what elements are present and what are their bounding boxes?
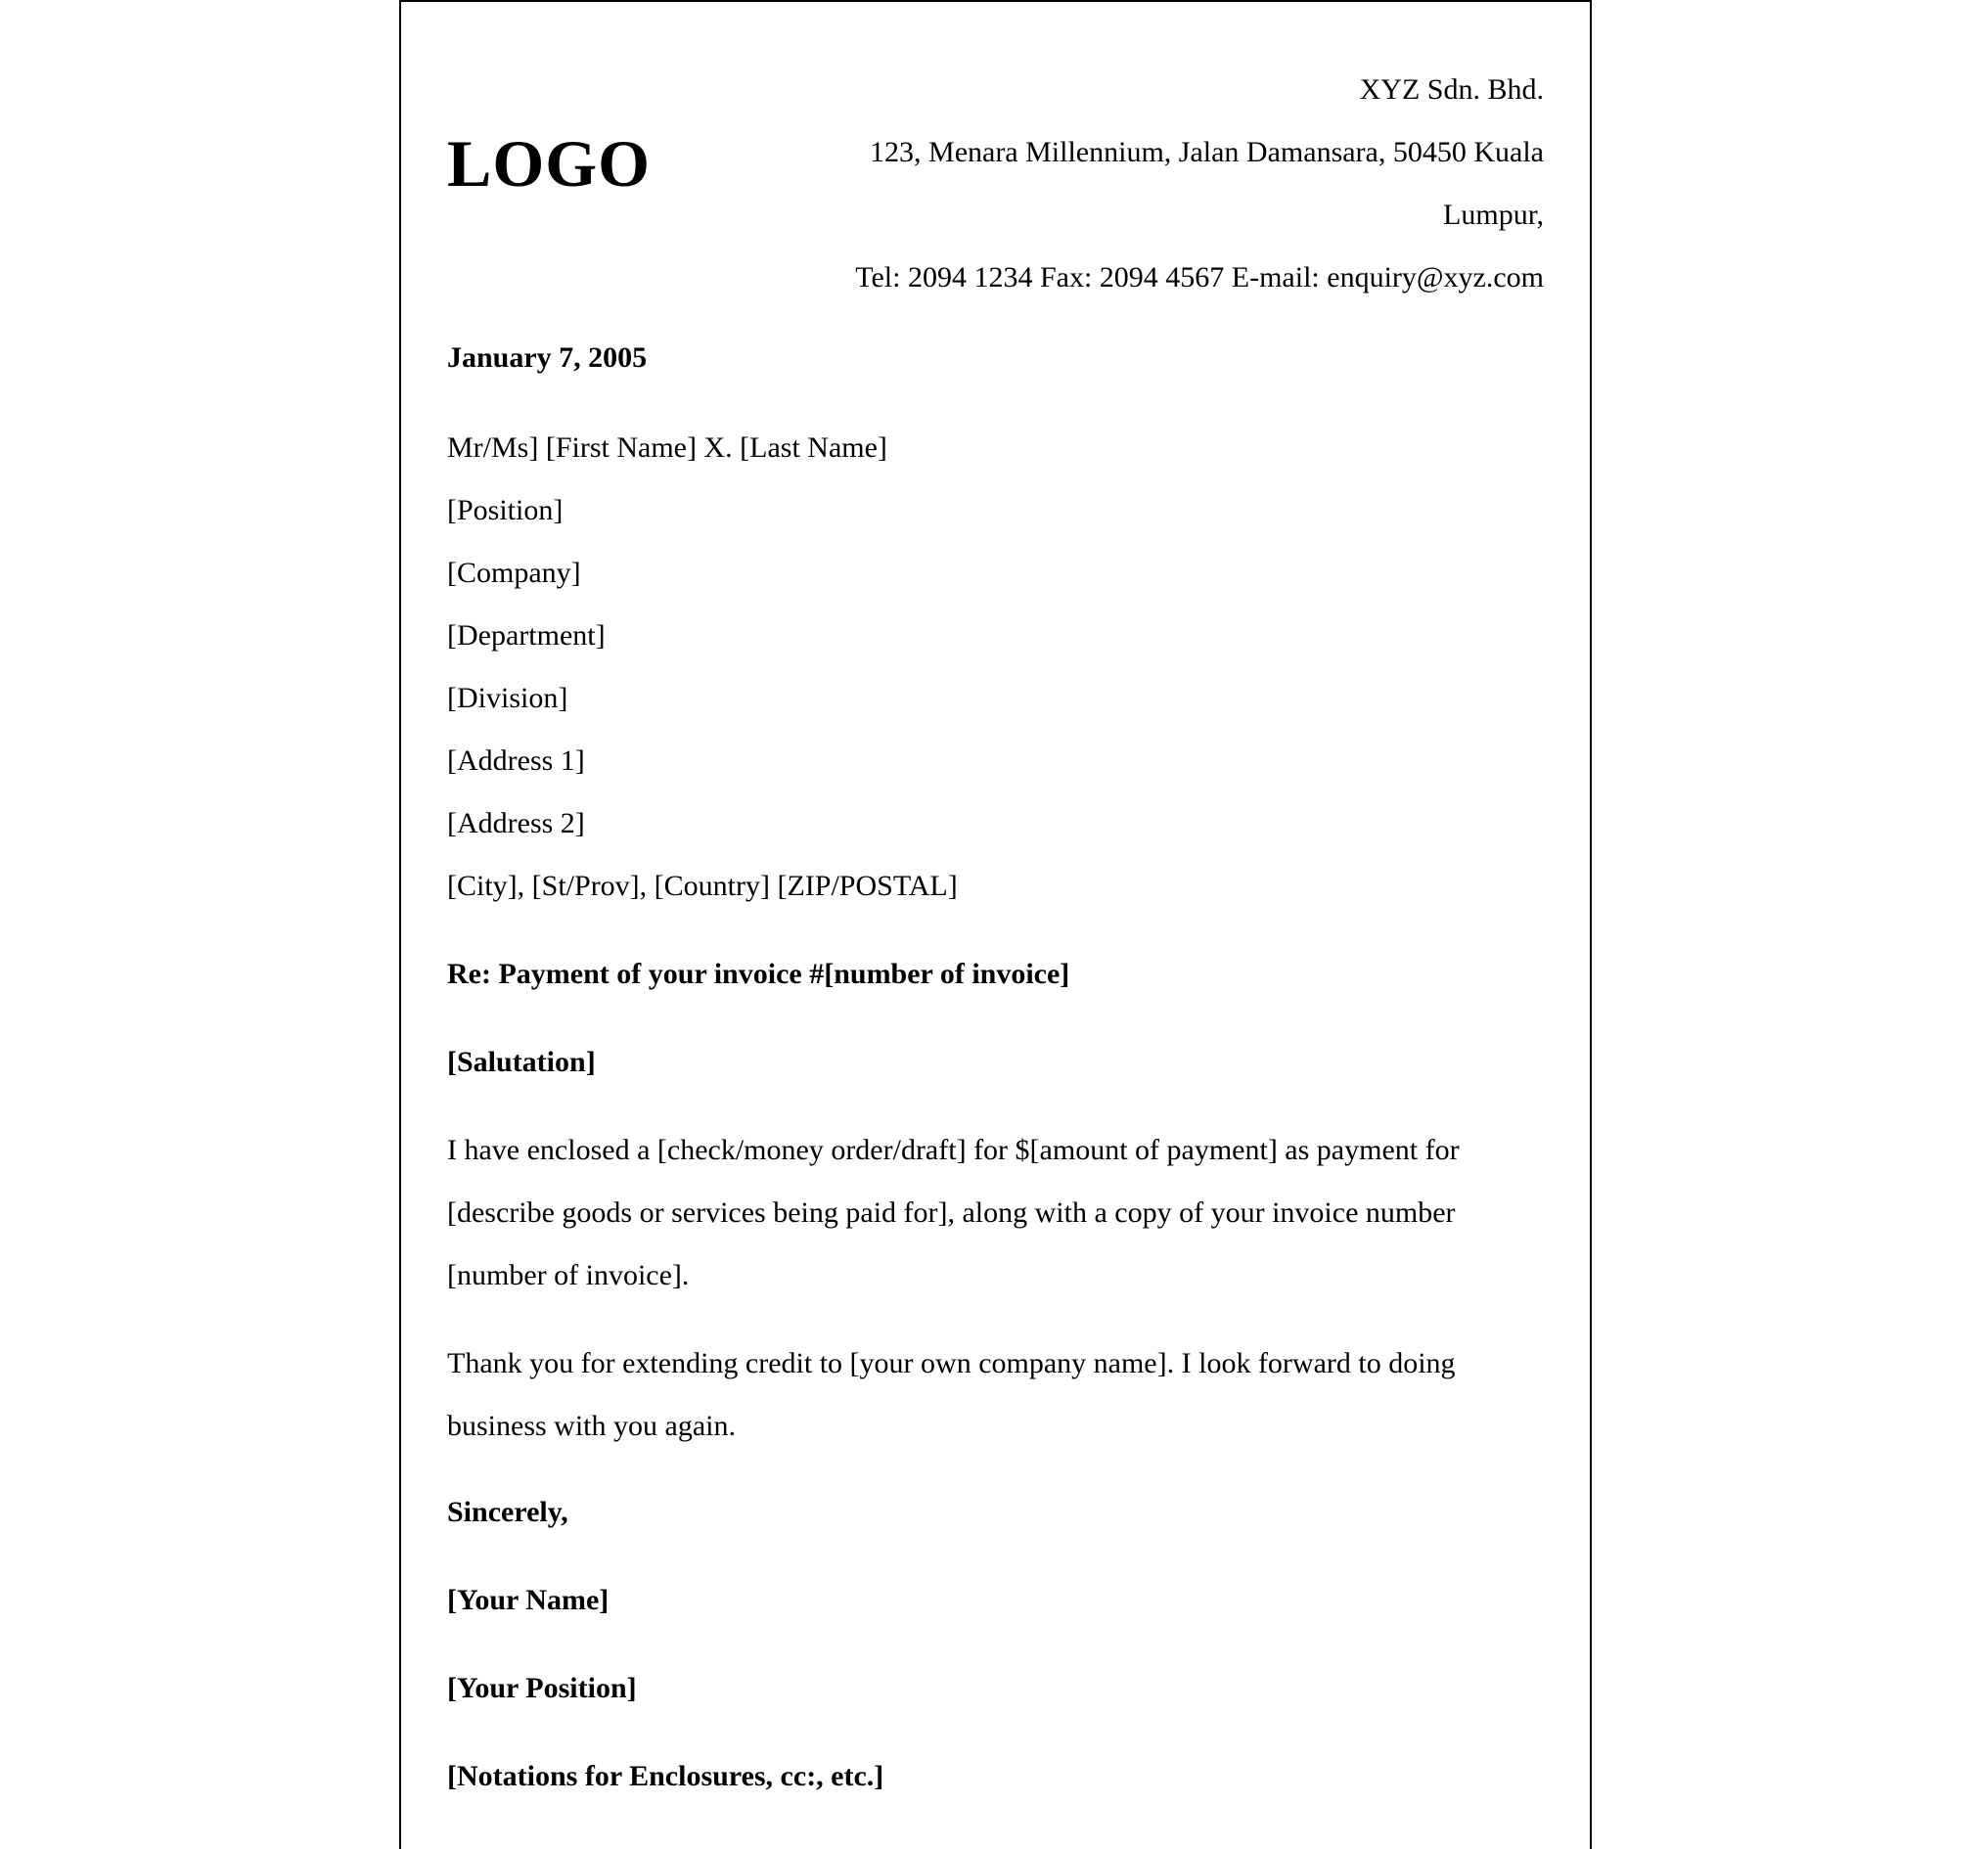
enclosure-notations: [Notations for Enclosures, cc:, etc.]: [447, 1760, 884, 1792]
recipient-division: [Division]: [447, 682, 568, 714]
recipient-department: [Department]: [447, 619, 606, 652]
body-paragraph-2: [447, 1332, 1548, 1458]
recipient-name: Mr/Ms] [First Name] X. [Last Name]: [447, 431, 887, 464]
body-paragraph-1: [447, 1119, 1548, 1307]
body-paragraph-2-line: business with you again.: [447, 1410, 736, 1442]
company-logo: LOGO: [447, 126, 652, 201]
recipient-company: [Company]: [447, 557, 581, 589]
recipient-address1: [Address 1]: [447, 744, 585, 777]
valediction: Sincerely,: [447, 1496, 568, 1528]
recipient-position: [Position]: [447, 494, 564, 526]
company-name: XYZ Sdn. Bhd.: [1359, 73, 1544, 106]
recipient-city-line: [City], [St/Prov], [Country] [ZIP/POSTAL]: [447, 870, 958, 902]
letter-page: [399, 0, 1592, 1849]
subject-line: Re: Payment of your invoice #[number of invoice]: [447, 958, 1070, 990]
body-paragraph-1-line: [describe goods or services being paid for], along with a copy of your invoice number: [447, 1196, 1456, 1229]
company-address-block: [742, 59, 1544, 309]
body-paragraph-1-line: I have enclosed a [check/money order/draft] for $[amount of payment] as payment for: [447, 1134, 1460, 1166]
company-contact: Tel: 2094 1234 Fax: 2094 4567 E-mail: enquiry@xyz.com: [855, 261, 1544, 293]
company-address-line2: Lumpur,: [1443, 199, 1544, 231]
company-address-line1: 123, Menara Millennium, Jalan Damansara, 50450 Kuala: [870, 136, 1544, 168]
signer-name: [Your Name]: [447, 1584, 610, 1616]
body-paragraph-1-line: [number of invoice].: [447, 1259, 690, 1291]
letter-date: January 7, 2005: [447, 341, 648, 374]
salutation: [Salutation]: [447, 1046, 596, 1078]
recipient-address2: [Address 2]: [447, 807, 585, 839]
body-paragraph-2-line: Thank you for extending credit to [your own company name]. I look forward to doing: [447, 1347, 1456, 1379]
signer-position: [Your Position]: [447, 1672, 637, 1704]
